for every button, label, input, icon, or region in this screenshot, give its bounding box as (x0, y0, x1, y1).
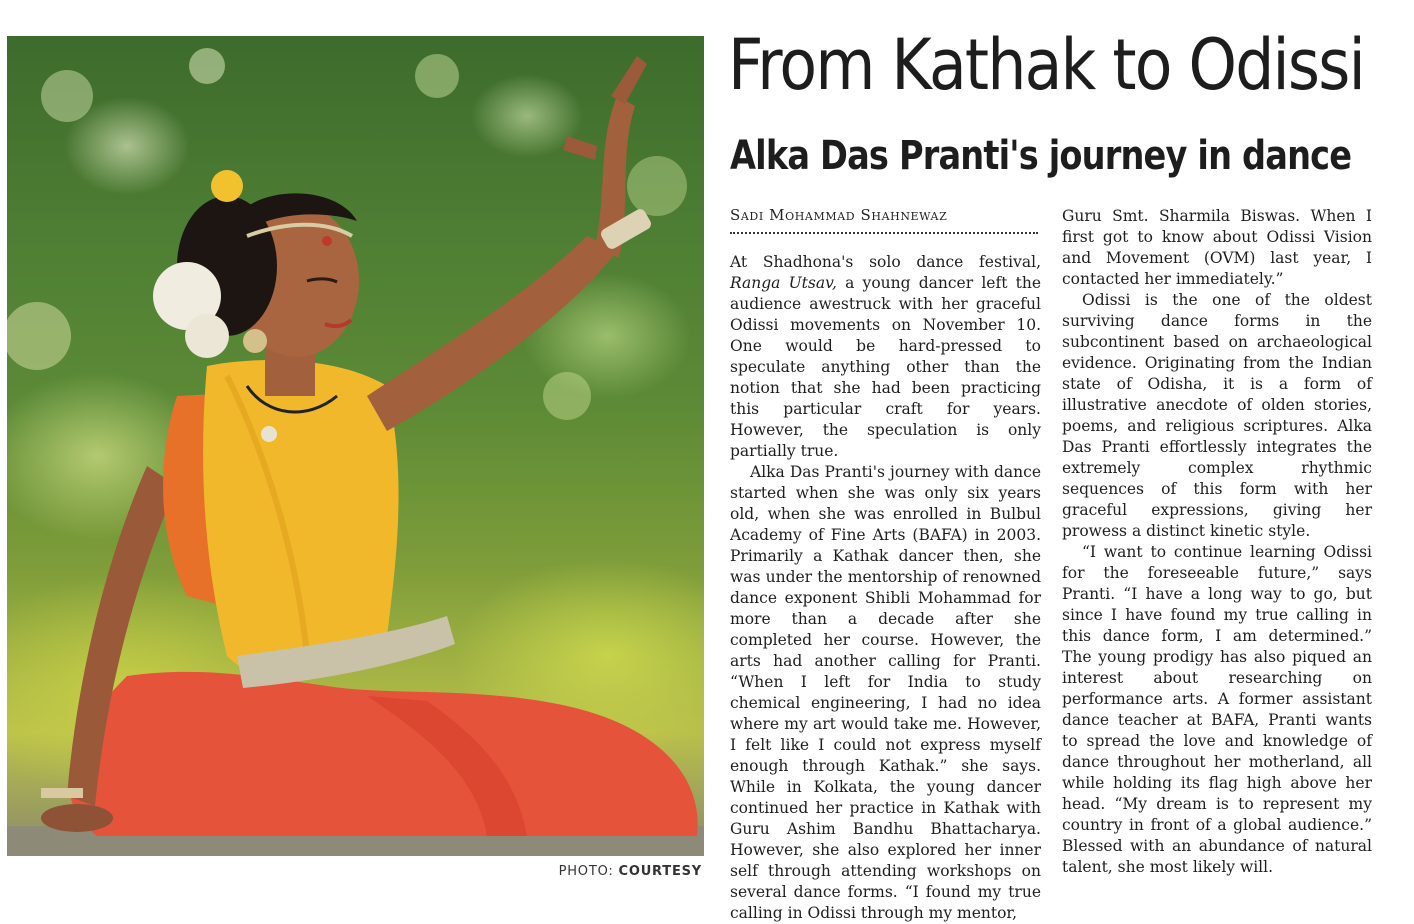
paragraph-2-continued: Guru Smt. Sharmila Biswas. When I first got to know about Odissi Vision and Movement (OVM) last year, I contacted her immediately.” (1062, 207, 1372, 288)
dancer-illustration (7, 36, 704, 856)
article-subheadline: Alka Das Pranti's journey in dance (730, 133, 1352, 179)
photo-credit-label: PHOTO: (558, 864, 614, 879)
dancer-photo (7, 36, 704, 856)
paragraph-4: “I want to continue learning Odissi for the foreseeable future,” says Pranti. “I have a long way to go, but since I have found my true calling in this dance form, I am determined.” The young prodigy has also piqued an interest about researching on performance arts. A former assistant dance teacher at BAFA, Pranti wants to spread the love and knowledge of dance throughout her motherland, all while holding its flag high above her head. “My dream is to represent my country in front of a global audience.” Blessed with an abundance of natural talent, she most likely will. (1062, 543, 1372, 876)
paragraph-2: Alka Das Pranti's journey with dance started when she was only six years old, when she was enrolled in Bulbul Academy of Fine Arts (BAFA) in 2003. Primarily a Kathak dancer then, she was under the mentorship of renowned dance exponent Shibli Mohammad for more than a decade after she completed her course. However, the arts had another calling for Pranti. “When I left for India to study chemical engineering, I had no idea where my art would take me. However, I felt like I could not express myself enough through Kathak.” she says. While in Kolkata, the young dancer continued her practice in Kathak with Guru Ashim Bandhu Bhattacharya. However, she also explored her inner self through attending workshops on several dance forms. “I found my true calling in Odissi through my mentor, (730, 463, 1041, 922)
article-column-2 (1062, 206, 1372, 878)
article-column-1 (730, 252, 1041, 924)
photo-credit (559, 864, 702, 879)
paragraph-1-rest: a young dancer left the audience awestruck with her graceful Odissi movements on November 10. One would be hard-pressed to speculate anything other than the notion that she had been practicing this particular craft for years. However, the speculation is only partially true. (730, 274, 1041, 460)
paragraph-3: Odissi is the one of the oldest surviving dance forms in the subcontinent based on archaeological evidence. Originating from the Indian state of Odisha, it is a form of illustrative anecdote of olden stories, poems, and religious scriptures. Alka Das Pranti effortlessly integrates the extremely complex rhythmic sequences of this form with her graceful expressions, giving her prowess a distinct kinetic style. (1062, 291, 1372, 540)
photo-credit-value: COURTESY (618, 864, 702, 879)
article-headline: From Kathak to Odissi (728, 24, 1364, 106)
paragraph-1-lead: At Shadhona's solo dance festival, (730, 253, 1041, 271)
byline: Sadi Mohammad Shahnewaz (730, 206, 948, 224)
paragraph-1 (730, 252, 1041, 462)
byline-divider (730, 232, 1038, 234)
festival-name: Ranga Utsav, (730, 274, 837, 292)
